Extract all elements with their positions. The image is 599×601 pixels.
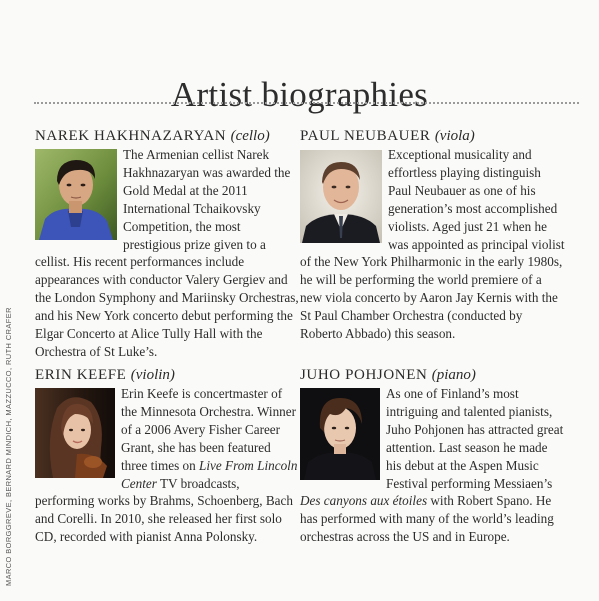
photo-credit: MARCO BORGGREVE, BERNARD MINDICH, MAZZUCCO, RUTH CRAFER [4,307,13,586]
bio-paul-neubauer [300,127,566,343]
artist-name: JUHO POHJONEN [300,367,428,383]
artist-name: PAUL NEUBAUER [300,128,431,144]
artist-photo-icon [35,388,115,478]
artist-name: ERIN KEEFE [35,367,127,383]
bio-heading [35,366,299,385]
artist-instrument: (violin) [130,367,175,383]
tv-program-title: Live From Lincoln Center [121,457,298,491]
work-title: Des canyons aux étoiles [300,493,428,509]
bio-narek-hakhnazaryan [35,127,301,361]
artist-photo-icon [35,149,117,240]
bio-text: The Armenian cellist Narek Hakhnazaryan was awarded the Gold Medal at the 2011 International Tchaikovsky Competition, the most prestigious prize given to a cellist. His recent performances include appearances with conductor Valery Gergiev and the London Symphony and Mariinsky Orchestras, and his New York concerto debut performing the Elgar Concerto at Alice Tully Hall with the Orchestra of St Luke’s. [35,147,299,359]
title-divider [34,102,579,104]
bio-text: Exceptional musicality and effortless playing distinguish Paul Neubauer as one of his generation’s most accomplished violists. Aged just 21 when he was appointed as principal violist of the New York Philharmonic in the early 1980s, he will be performing the world premiere of a new viola concerto by Aaron Jay Kernis with the St Paul Chamber Orchestra (conducted by Roberto Abbado) this season. [300,147,565,342]
bio-erin-keefe [35,366,299,546]
artist-photo-icon [300,150,382,243]
page-title: Artist biographies [170,75,429,115]
bio-heading [300,366,566,385]
artist-photo-icon [300,388,380,480]
bio-juho-pohjonen [300,366,566,546]
bio-text: As one of Finland’s most intriguing and talented pianists, Juho Pohjonen has attracted great attention. Last season he made his debut at the Aspen Music Festival performing Messiaen’s Des canyons aux étoiles with Robert Spano. He has performed with many of the world’s leading orchestras across the US and in Europe. [300,386,564,545]
bio-heading [35,127,301,146]
artist-instrument: (cello) [230,128,270,144]
bio-text: Erin Keefe is concertmaster of the Minnesota Orchestra. Winner of a 2006 Avery Fisher Career Grant, she has been featured three times on Live From Lincoln Center TV broadcasts, performing works by Brahms, Schoenberg, Bach and Corelli. In 2010, she released her first solo CD, recorded with pianist Anna Polonsky. [35,386,298,545]
artist-instrument: (viola) [434,128,475,144]
artist-instrument: (piano) [431,367,476,383]
bio-heading [300,127,566,146]
artist-name: NAREK HAKHNAZARYAN [35,128,227,144]
